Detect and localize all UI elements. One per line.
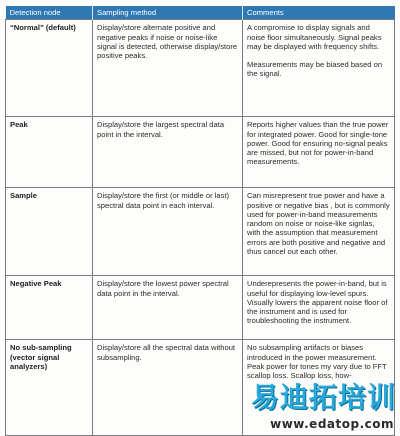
header-comments: Comments	[243, 6, 395, 20]
row-comments: Underepresents the power-in-band, but is useful for displaying low-level spurs. Visually lowers the apparent noise floor of the instrument and is used for troubleshooting the instrument.	[243, 276, 395, 340]
row-mode: No sub-sampling (vector signal analyzers)	[6, 340, 93, 436]
row-mode: Negative Peak	[6, 276, 93, 340]
comment-paragraph: A compromise to display signals and noise floor simultaneously. Signal peaks may be displayed with frequency shifts.	[247, 23, 382, 51]
watermark-url: www.edatop.com	[270, 417, 394, 431]
row-method: Display/store the largest spectral data point in the interval.	[93, 117, 243, 188]
table-row	[6, 20, 395, 117]
row-method: Display/store all the spectral data without subsampling.	[93, 340, 243, 436]
table-row	[6, 276, 395, 340]
table-row	[6, 117, 395, 188]
comment-paragraph: Measurements may be biased based on the signal.	[247, 60, 383, 79]
row-comments: Reports higher values than the true power for integrated power. Good for single-tone power. Good for ensuring no-signal peaks are missed, but not for power-in-band measurements.	[243, 117, 395, 188]
row-mode: “Normal” (default)	[6, 20, 93, 117]
row-mode: Sample	[6, 188, 93, 276]
row-mode: Peak	[6, 117, 93, 188]
row-comments: No subsampling artifacts or biases introduced in the power measurement. Peak power for tones my vary due to FFT scallop loss. Scallop loss, how-	[243, 340, 395, 436]
row-comments: Can misrepresent true power and have a positive or negative bias , but is commonly used for power-in-band measurements random on noise or noise-like signlas, with the assumption that measurement errors are both positive and negative and thus cancel out each other.	[243, 188, 395, 276]
watermark-logo: 易迪拓培训	[250, 381, 396, 414]
row-comments	[243, 20, 395, 117]
detection-modes-table	[5, 6, 395, 436]
row-method: Display/store the lowest power spectral data point in the interval.	[93, 276, 243, 340]
table-row	[6, 188, 395, 276]
table-header-row	[6, 6, 395, 20]
row-method: Display/store alternate positive and negative peaks if noise or noise-like signal is detected, otherwise display/store positive peaks.	[93, 20, 243, 117]
header-detection-node: Detection node	[6, 6, 93, 20]
header-sampling-method: Sampling method	[93, 6, 243, 20]
row-method: Display/store the first (or middle or last) spectral data point in each interval.	[93, 188, 243, 276]
